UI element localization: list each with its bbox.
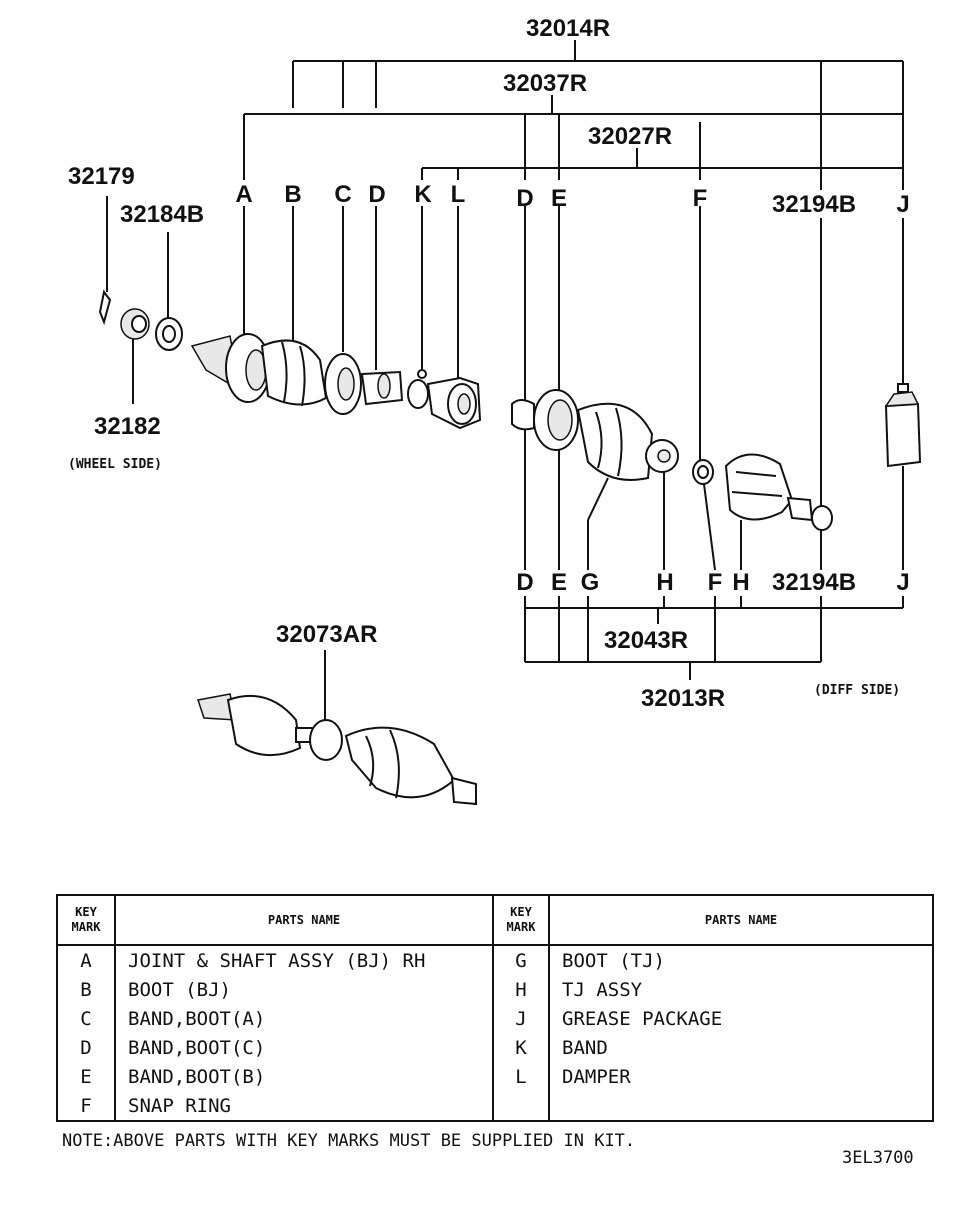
key-cell: A [57, 945, 115, 975]
table-row [57, 945, 933, 975]
key-cell: J [493, 1004, 549, 1033]
key-header-line1: KEY [75, 905, 97, 919]
label-32194B-top: 32194B [772, 191, 857, 218]
bracket-lines [107, 40, 903, 730]
castle-nut-icon [121, 309, 149, 339]
label-wheel-side: (WHEEL SIDE) [68, 457, 162, 472]
name-cell: BAND,BOOT(A) [115, 1004, 493, 1033]
grease-package-icon [886, 384, 920, 466]
drive-shaft-assembly-icon [198, 694, 476, 804]
key-header-line1: KEY [510, 905, 532, 919]
name-cell: SNAP RING [115, 1091, 493, 1121]
name-cell: BOOT (BJ) [115, 975, 493, 1004]
parts-name-header-right: PARTS NAME [549, 895, 933, 945]
name-cell: BOOT (TJ) [549, 945, 933, 975]
label-32014R: 32014R [526, 15, 611, 42]
top-mark-d-left: D [368, 181, 386, 208]
tj-boot-icon [578, 404, 652, 480]
key-cell: D [57, 1033, 115, 1062]
top-mark-k: K [414, 181, 432, 208]
boot-band-a-icon [325, 354, 361, 414]
kit-note: NOTE:ABOVE PARTS WITH KEY MARKS MUST BE SUPPLIED IN KIT. [62, 1131, 636, 1151]
top-mark-b: B [284, 181, 302, 208]
name-cell: BAND,BOOT(B) [115, 1062, 493, 1091]
name-cell: BAND,BOOT(C) [115, 1033, 493, 1062]
top-mark-d-right: D [516, 185, 534, 212]
cotter-pin-icon [100, 292, 110, 322]
table-row [57, 1062, 933, 1091]
name-cell: BAND [549, 1033, 933, 1062]
top-mark-e: E [550, 185, 568, 212]
label-32182: 32182 [94, 413, 161, 440]
washer-icon [156, 318, 182, 350]
name-cell: DAMPER [549, 1062, 933, 1091]
bj-boot-icon [262, 340, 326, 406]
key-mark-header-right [493, 895, 549, 945]
bottom-mark-g: G [580, 569, 600, 596]
bottom-mark-f: F [707, 569, 723, 596]
snap-ring-diff-icon [812, 506, 832, 530]
key-cell: C [57, 1004, 115, 1033]
key-cell [493, 1091, 549, 1121]
boot-band-e-icon [534, 390, 578, 450]
label-32027R: 32027R [588, 123, 673, 150]
drawing-code: 3EL3700 [842, 1148, 914, 1168]
table-row [57, 1004, 933, 1033]
label-32073AR: 32073AR [276, 621, 378, 648]
key-cell: E [57, 1062, 115, 1091]
label-32037R: 32037R [503, 70, 588, 97]
name-cell: JOINT & SHAFT ASSY (BJ) RH [115, 945, 493, 975]
label-diff-side: (DIFF SIDE) [814, 683, 901, 698]
boot-band-d-icon [512, 400, 534, 429]
top-mark-f: F [692, 185, 708, 212]
boot-band-c-icon [362, 372, 402, 404]
label-32043R: 32043R [604, 627, 689, 654]
top-mark-l: L [450, 181, 466, 208]
parts-table [56, 894, 934, 1122]
band-k-icon [408, 370, 428, 408]
key-cell: K [493, 1033, 549, 1062]
label-32184B: 32184B [120, 201, 205, 228]
parts-name-header-left: PARTS NAME [115, 895, 493, 945]
tj-housing-icon [726, 454, 812, 520]
table-row [57, 975, 933, 1004]
snap-ring-icon [693, 460, 713, 484]
table-row [57, 1091, 933, 1121]
table-header-row [57, 895, 933, 945]
tj-spider-icon [646, 440, 678, 472]
bottom-mark-h-left: H [656, 569, 674, 596]
name-cell: TJ ASSY [549, 975, 933, 1004]
key-cell: F [57, 1091, 115, 1121]
bottom-mark-h-right: H [732, 569, 750, 596]
key-cell: B [57, 975, 115, 1004]
bottom-mark-j: J [896, 569, 910, 596]
key-cell: G [493, 945, 549, 975]
bottom-mark-d: D [516, 569, 534, 596]
top-mark-a: A [235, 181, 253, 208]
top-mark-c: C [334, 181, 352, 208]
damper-l-icon [428, 378, 480, 428]
name-cell [549, 1091, 933, 1121]
key-cell: H [493, 975, 549, 1004]
table-row [57, 1033, 933, 1062]
key-mark-header-left [57, 895, 115, 945]
label-32013R: 32013R [641, 685, 726, 712]
bj-joint-shaft-icon [192, 334, 270, 402]
key-header-line2: MARK [506, 920, 536, 934]
key-header-line2: MARK [71, 920, 101, 934]
bottom-mark-e: E [550, 569, 568, 596]
label-32179: 32179 [68, 163, 135, 190]
key-cell: L [493, 1062, 549, 1091]
label-32194B-bottom: 32194B [772, 569, 857, 596]
name-cell: GREASE PACKAGE [549, 1004, 933, 1033]
top-mark-j: J [896, 191, 910, 218]
